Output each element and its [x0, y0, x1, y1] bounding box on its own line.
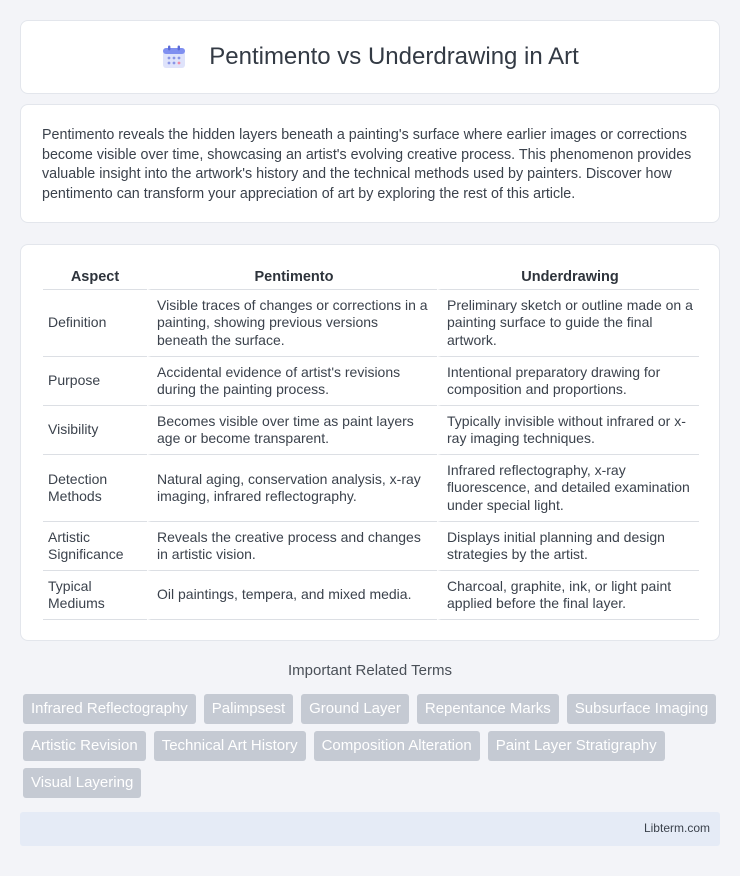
cell-pentimento: Oil paintings, tempera, and mixed media. [147, 571, 437, 620]
cell-underdrawing: Typically invisible without infrared or x-ray imaging techniques. [437, 406, 699, 455]
tag-technical-art-history[interactable]: Technical Art History [154, 731, 306, 761]
table-row [43, 406, 699, 455]
table-row [43, 455, 699, 522]
cell-pentimento: Visible traces of changes or corrections in a painting, showing previous versions beneath the surface. [147, 290, 437, 357]
cell-pentimento: Accidental evidence of artist's revisions during the painting process. [147, 357, 437, 406]
cell-underdrawing: Infrared reflectography, x-ray fluorescence, and detailed examination under special light. [437, 455, 699, 522]
related-terms-tags [23, 694, 723, 798]
tag-artistic-revision[interactable]: Artistic Revision [23, 731, 146, 761]
cell-pentimento: Becomes visible over time as paint layers age or become transparent. [147, 406, 437, 455]
tag-palimpsest[interactable]: Palimpsest [204, 694, 293, 724]
cell-underdrawing: Intentional preparatory drawing for composition and proportions. [437, 357, 699, 406]
tag-visual-layering[interactable]: Visual Layering [23, 768, 141, 798]
comparison-table-card [20, 244, 720, 641]
header-pentimento: Pentimento [147, 263, 437, 290]
cell-aspect: Artistic Significance [43, 522, 147, 571]
intro-text: Pentimento reveals the hidden layers beneath a painting's surface where earlier images or corrections become visible over time, showcasing an artist's evolving creative process. This phenomenon provides valuable insight into the artwork's history and the technical methods used by painters. Discover how pentimento can transform your appreciation of art by exploring the rest of this article. [42, 127, 692, 202]
cell-aspect: Detection Methods [43, 455, 147, 522]
comparison-table [43, 263, 699, 620]
table-row [43, 571, 699, 620]
cell-aspect: Typical Mediums [43, 571, 147, 620]
table-row [43, 522, 699, 571]
cell-pentimento: Reveals the creative process and changes in artistic vision. [147, 522, 437, 571]
header-card [20, 20, 720, 94]
table-header-row [43, 263, 699, 290]
footer-brand-link[interactable]: Libterm.com [643, 821, 710, 835]
header-aspect: Aspect [43, 263, 147, 290]
related-terms-title: Important Related Terms [288, 662, 452, 679]
intro-card [20, 104, 720, 223]
cell-underdrawing: Preliminary sketch or outline made on a painting surface to guide the final artwork. [437, 290, 699, 357]
cell-aspect: Purpose [43, 357, 147, 406]
cell-underdrawing: Charcoal, graphite, ink, or light paint applied before the final layer. [437, 571, 699, 620]
tag-repentance-marks[interactable]: Repentance Marks [417, 694, 559, 724]
cell-pentimento: Natural aging, conservation analysis, x-ray imaging, infrared reflectography. [147, 455, 437, 522]
cell-aspect: Definition [43, 290, 147, 357]
page-title: Pentimento vs Underdrawing in Art [209, 43, 579, 70]
tag-composition-alteration[interactable]: Composition Alteration [314, 731, 480, 761]
calendar-icon [161, 44, 187, 70]
tag-paint-layer-stratigraphy[interactable]: Paint Layer Stratigraphy [488, 731, 665, 761]
footer [20, 812, 720, 846]
tag-ground-layer[interactable]: Ground Layer [301, 694, 409, 724]
header-underdrawing: Underdrawing [437, 263, 699, 290]
cell-underdrawing: Displays initial planning and design strategies by the artist. [437, 522, 699, 571]
cell-aspect: Visibility [43, 406, 147, 455]
tag-subsurface-imaging[interactable]: Subsurface Imaging [567, 694, 716, 724]
tag-infrared-reflectography[interactable]: Infrared Reflectography [23, 694, 196, 724]
table-row [43, 290, 699, 357]
table-row [43, 357, 699, 406]
